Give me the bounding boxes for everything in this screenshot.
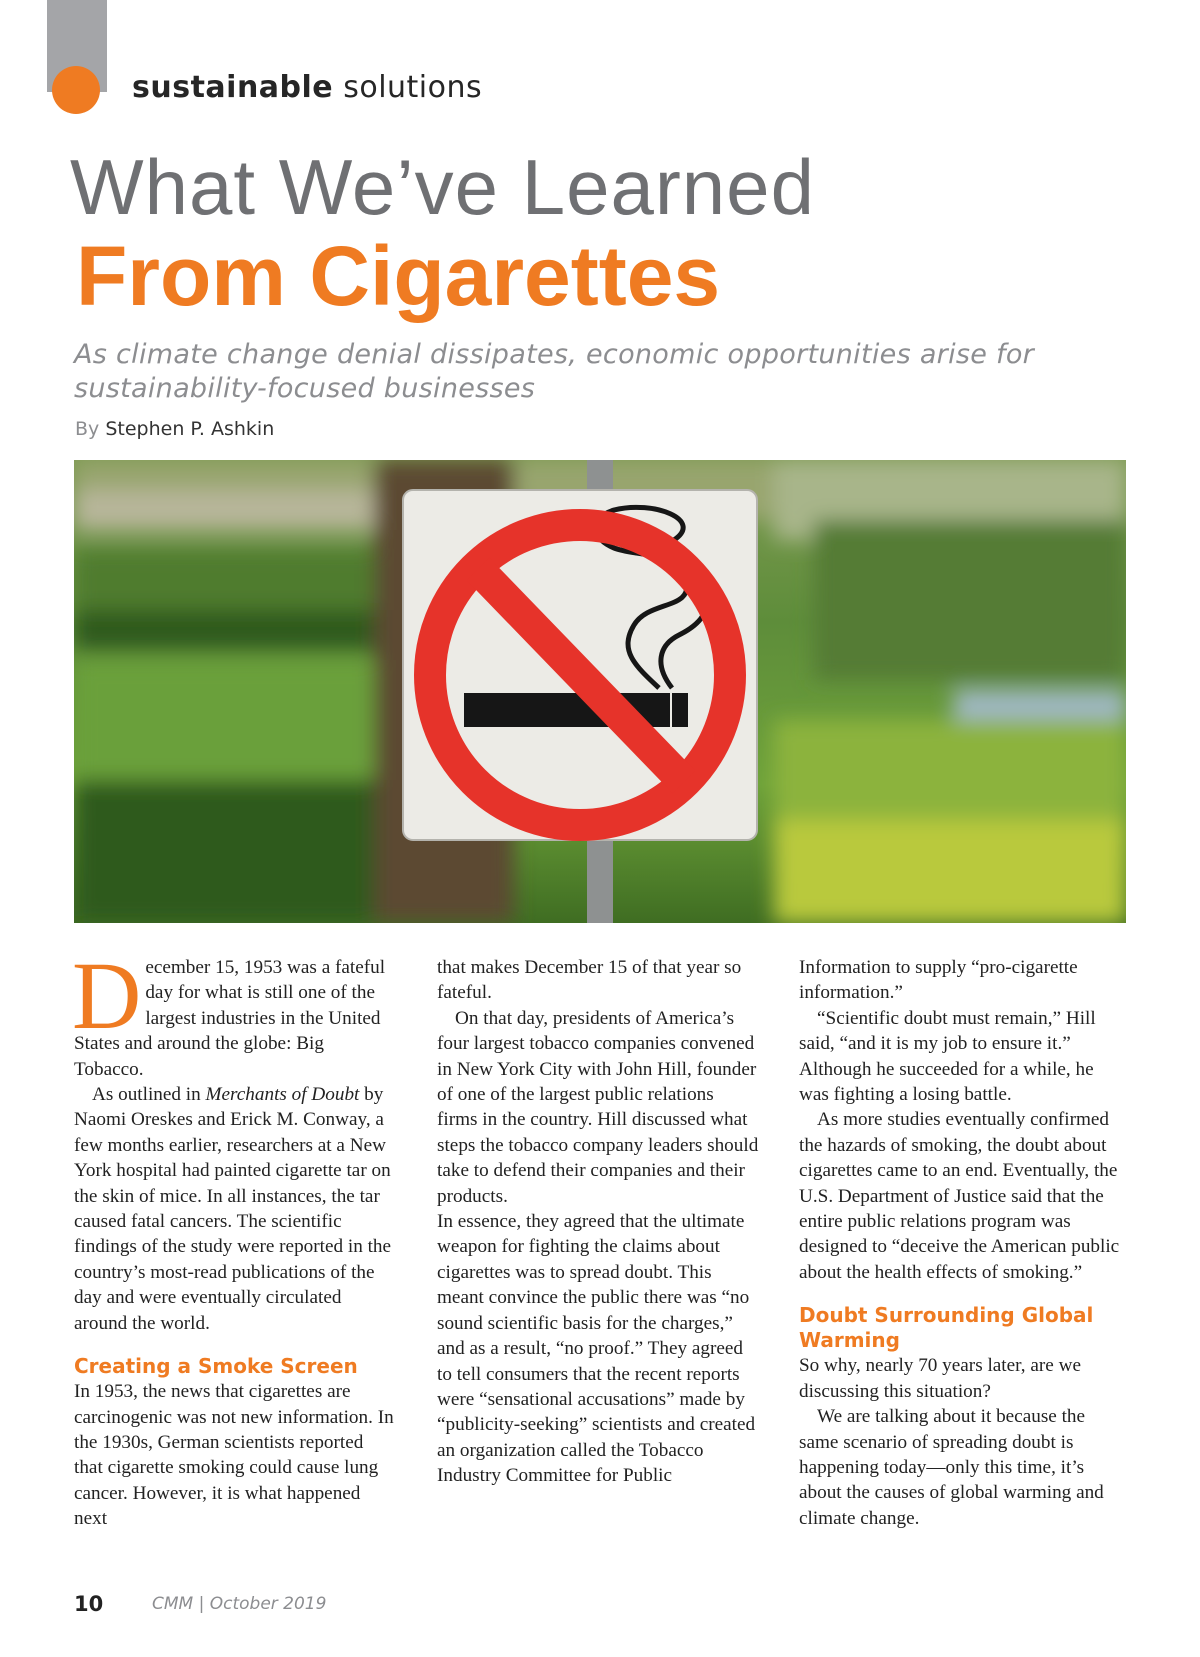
paragraph: that makes December 15 of that year so fateful. [437,957,742,1004]
article-subtitle: As climate change denial dissipates, economic opportunities arise for sustainability-focused businesses [74,339,1035,404]
byline-prefix: By [75,418,100,440]
paragraph: Information to supply “pro-cigarette information.” [799,957,1078,1004]
column-1 [72,942,396,1532]
paragraph-text: As outlined in [92,1084,206,1106]
article-title-line2: From Cigarettes [76,229,721,323]
section-label [132,70,482,105]
paragraph: We are talking about it because the same scenario of spreading doubt is happening today—only this time, it’s about the causes of global warming and climate change. [799,1406,1104,1529]
page-number: 10 [74,1592,104,1616]
article-title-line1: What We’ve Learned [70,143,815,231]
section-label-bold: sustainable [132,70,334,105]
no-smoking-sign-icon [74,460,1126,923]
paragraph-text: by Naomi Oreskes and Erick M. Conway, a few months earlier, researchers at a New York hospital had painted cigarette tar on the skin of mice. In all instances, the tar caused fatal cancers. The scientific findings of the study were reported in the country’s most-read publications of the day and were eventually circulated around the world. [74,1084,392,1334]
author-name: Stephen P. Ashkin [105,418,275,440]
publication-info: CMM | October 2019 [152,1594,327,1614]
paragraph: In 1953, the news that cigarettes are carcinogenic was not new information. In the 1930s, German scientists reported that cigarette smoking could cause lung cancer. However, it is what happened next [74,1381,394,1530]
column-3 [799,955,1121,1531]
paragraph: In essence, they agreed that the ultimate weapon for fighting the claims about cigarettes was to spread doubt. This meant convince the public there was “no sound scientific basis for the charges,” and as a result, “no proof.” They agreed to tell consumers that the recent reports were “sensational accusations” made by “publicity-seeking” scientists and created an organization called the Tobacco Industry Committee for Public [437,1211,756,1487]
column-2 [437,955,759,1489]
drop-cap: D [72,942,142,1049]
subheading-smoke-screen: Creating a Smoke Screen [74,1354,358,1379]
paragraph [72,942,396,1082]
paragraph-text: ecember 15, 1953 was a fateful day for what is still one of the largest industries in the United States and around the globe: Big Tobacco. [74,957,386,1080]
hero-photo [74,460,1126,923]
paragraph: “Scientific doubt must remain,” Hill said, “and it is my job to ensure it.” Although he succeeded for a while, he was fighting a losing battle. [799,1007,1096,1106]
section-dot-icon [52,66,100,114]
paragraph: On that day, presidents of America’s four largest tobacco companies convened in New York City with John Hill, founder of one of the largest public relations firms in the country. Hill discussed what steps the tobacco company leaders should take to defend their companies and their products. [437,1007,759,1207]
subheading-global-warming: Doubt Surrounding Global Warming [799,1303,1094,1353]
byline [75,418,274,440]
paragraph: So why, nearly 70 years later, are we discussing this situation? [799,1355,1081,1402]
paragraph [74,1082,396,1336]
paragraph: As more studies eventually confirmed the hazards of smoking, the doubt about cigarettes came to an end. Eventually, the U.S. Department of Justice said that the entire public relations program was designed to “deceive the American public about the health effects of smoking.” [799,1109,1120,1283]
section-label-light: solutions [343,70,483,105]
book-title: Merchants of Doubt [205,1084,360,1106]
